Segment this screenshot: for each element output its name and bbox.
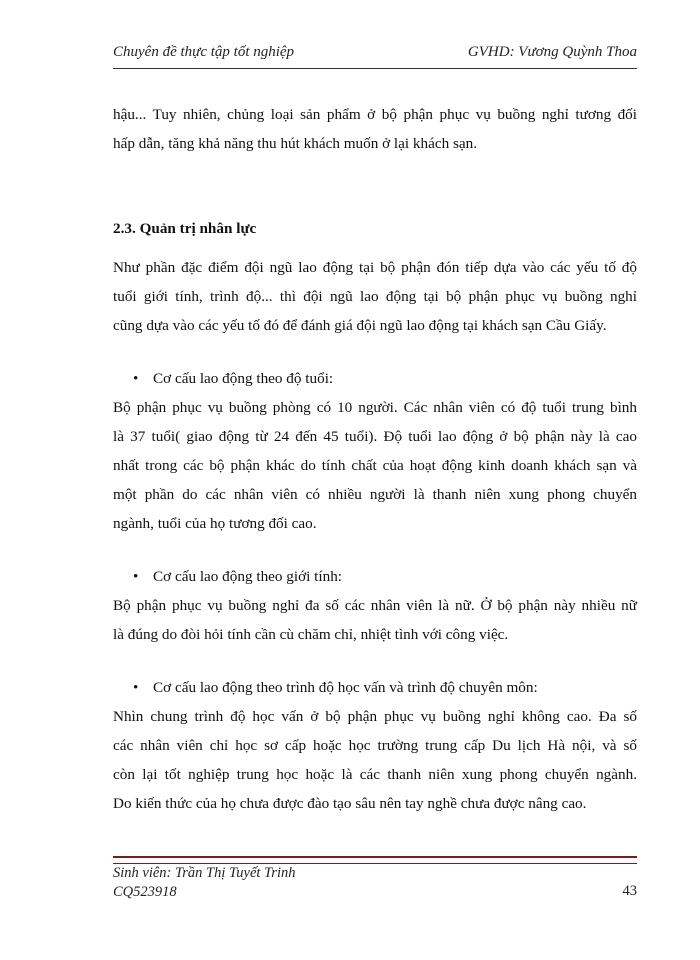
page-header (113, 44, 637, 68)
text-line: Do kiến thức của họ chưa được đào tạo sâu nên tay nghề chưa được nâng cao. (113, 795, 587, 812)
page-number: 43 (622, 883, 637, 899)
bullet-icon: • (133, 568, 139, 585)
bullet-label: Cơ cấu lao động theo giới tính: (153, 568, 343, 585)
text-line: một phần do các nhân viên có nhiều người là thanh niên xung phong chuyển (113, 486, 637, 503)
bullet-age (113, 364, 637, 393)
bullet-education (113, 673, 637, 702)
text-line: các nhân viên chỉ học sơ cấp hoặc học trường trung cấp Du lịch Hà nội, và số (113, 737, 637, 754)
text-line: Bộ phận phục vụ buồng nghỉ đa số các nhân viên là nữ. Ở bộ phận này nhiều nữ (113, 597, 637, 614)
text-line: là 37 tuổi( giao động từ 24 đến 45 tuổi). Độ tuổi lao động ở bộ phận này là cao (113, 428, 637, 445)
paragraph-age (113, 393, 637, 538)
header-advisor: GVHD: Vương Quỳnh Thoa (467, 44, 637, 60)
text-line: ngành, tuổi của họ tương đối cao. (113, 515, 317, 532)
text-line: Như phần đặc điểm đội ngũ lao động tại bộ phận đón tiếp dựa vào các yếu tố độ (113, 259, 637, 276)
page-body (113, 98, 637, 818)
page-footer (113, 864, 637, 902)
paragraph-overview (113, 253, 637, 340)
text-line: nhất trong các bộ phận khác do tính chất của hoạt động kinh doanh khách sạn và (113, 457, 637, 474)
paragraph-gender (113, 591, 637, 649)
text-line: là đúng do đòi hỏi tính cần cù chăm chỉ, nhiệt tình với công việc. (113, 626, 509, 643)
paragraph-education (113, 702, 637, 818)
bullet-icon: • (133, 679, 139, 696)
text-line: cũng dựa vào các yếu tố đó để đánh giá đội ngũ lao động tại khách sạn Cầu Giấy. (113, 317, 607, 334)
bullet-gender (113, 562, 637, 591)
bullet-label: Cơ cấu lao động theo độ tuổi: (153, 370, 334, 387)
section-heading: 2.3. Quản trị nhân lực (113, 220, 257, 237)
footer-student: Sinh viên: Trần Thị Tuyết Trinh (113, 865, 296, 881)
footer-student-code: CQ523918 (113, 884, 177, 900)
text-line: Nhìn chung trình độ học vấn ở bộ phận phục vụ buồng nghỉ không cao. Đa số (113, 708, 637, 725)
text-line: tuổi giới tính, trình độ... thì đội ngũ lao động tại bộ phận phục vụ buồng nghỉ (113, 288, 637, 305)
text-line: hấp dẫn, tăng khả năng thu hút khách muốn ở lại khách sạn. (113, 135, 478, 152)
footer-divider (113, 856, 637, 864)
bullet-icon: • (133, 370, 139, 387)
header-title: Chuyên đề thực tập tốt nghiệp (113, 44, 295, 60)
paragraph-intro (113, 100, 637, 158)
text-line: còn lại tốt nghiệp trung học hoặc là các thanh niên xung phong chuyển ngành. (113, 766, 637, 783)
text-line: Bộ phận phục vụ buồng phòng có 10 người. Các nhân viên có độ tuổi trung bình (113, 399, 637, 416)
bullet-label: Cơ cấu lao động theo trình độ học vấn và trình độ chuyên môn: (153, 679, 538, 696)
header-divider (113, 68, 637, 69)
text-line: hậu... Tuy nhiên, chủng loại sản phẩm ở bộ phận phục vụ buồng nghỉ tương đối (113, 106, 637, 123)
